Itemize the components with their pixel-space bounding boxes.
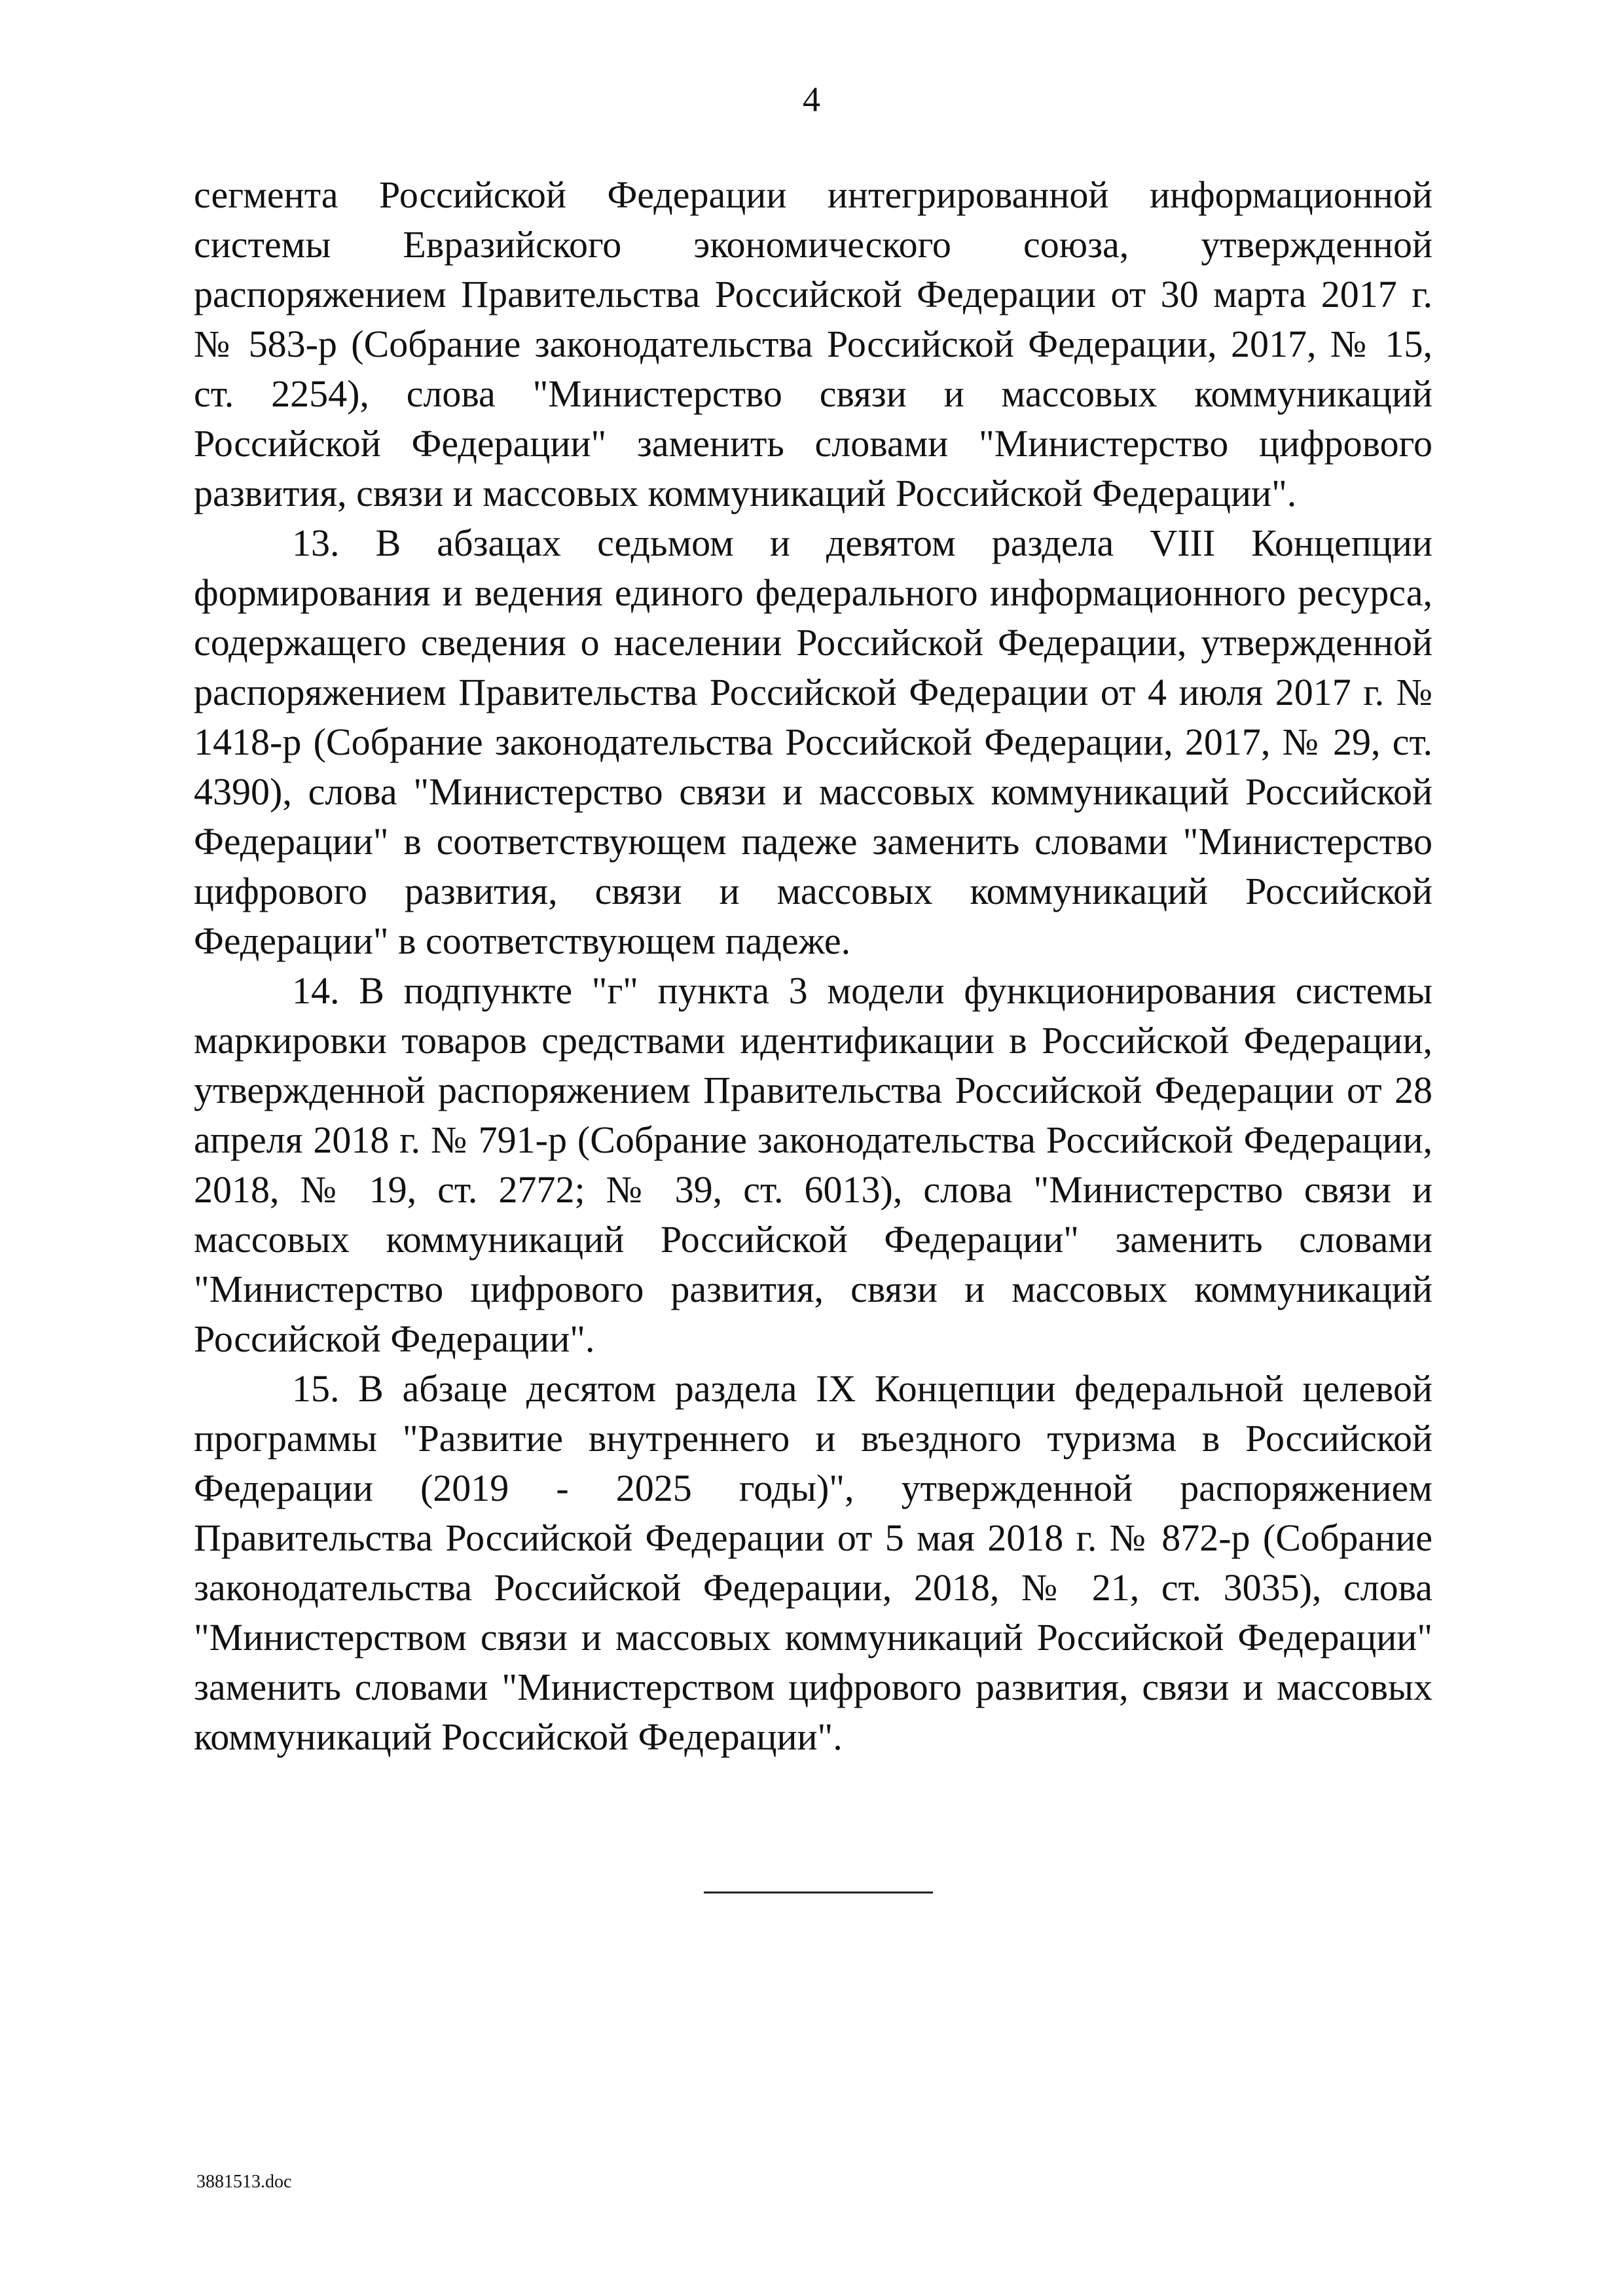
document-body — [194, 170, 1432, 1762]
paragraph-12-continued: сегмента Российской Федерации интегрированной информационной системы Евразийского экономического союза, утвержденной распоряжением Правительства Российской Федерации от 30 марта 2017 г. № 583-р (Собрание законодательства Российской Федерации, 2017, № 15, ст. 2254), слова "Министерство связи и массовых коммуникаций Российской Федерации" заменить словами "Министерство цифрового развития, связи и массовых коммуникаций Российской Федерации". — [194, 173, 1432, 514]
paragraph-14: 14. В подпункте "г" пункта 3 модели функционирования системы маркировки товаров средствами идентификации в Российской Федерации, утвержденной распоряжением Правительства Российской Федерации от 28 апреля 2018 г. № 791-р (Собрание законодательства Российской Федерации, 2018, № 19, ст. 2772; № 39, ст. 6013), слова "Министерство связи и массовых коммуникаций Российской Федерации" заменить словами "Министерство цифрового развития, связи и массовых коммуникаций Российской Федерации". — [194, 969, 1432, 1360]
document-file-code: 3881513.doc — [196, 2172, 292, 2192]
paragraph-13: 13. В абзацах седьмом и девятом раздела VIII Концепции формирования и ведения единого федерального информационного ресурса, содержащего сведения о населении Российской Федерации, утвержденной распоряжением Правительства Российской Федерации от 4 июля 2017 г. № 1418-р (Собрание законодательства Российской Федерации, 2017, № 29, ст. 4390), слова "Министерство связи и массовых коммуникаций Российской Федерации" в соответствующем падеже заменить словами "Министерство цифрового развития, связи и массовых коммуникаций Российской Федерации" в соответствующем падеже. — [194, 522, 1432, 962]
page-number: 4 — [803, 80, 820, 119]
paragraph-15: 15. В абзаце десятом раздела IX Концепции федеральной целевой программы "Развитие внутреннего и въездного туризма в Российской Федерации (2019 - 2025 годы)", утвержденной распоряжением Правительства Российской Федерации от 5 мая 2018 г. № 872-р (Собрание законодательства Российской Федерации, 2018, № 21, ст. 3035), слова "Министерством связи и массовых коммуникаций Российской Федерации" заменить словами "Министерством цифрового развития, связи и массовых коммуникаций Российской Федерации". — [194, 1367, 1432, 1758]
end-of-document-rule — [704, 1892, 933, 1893]
